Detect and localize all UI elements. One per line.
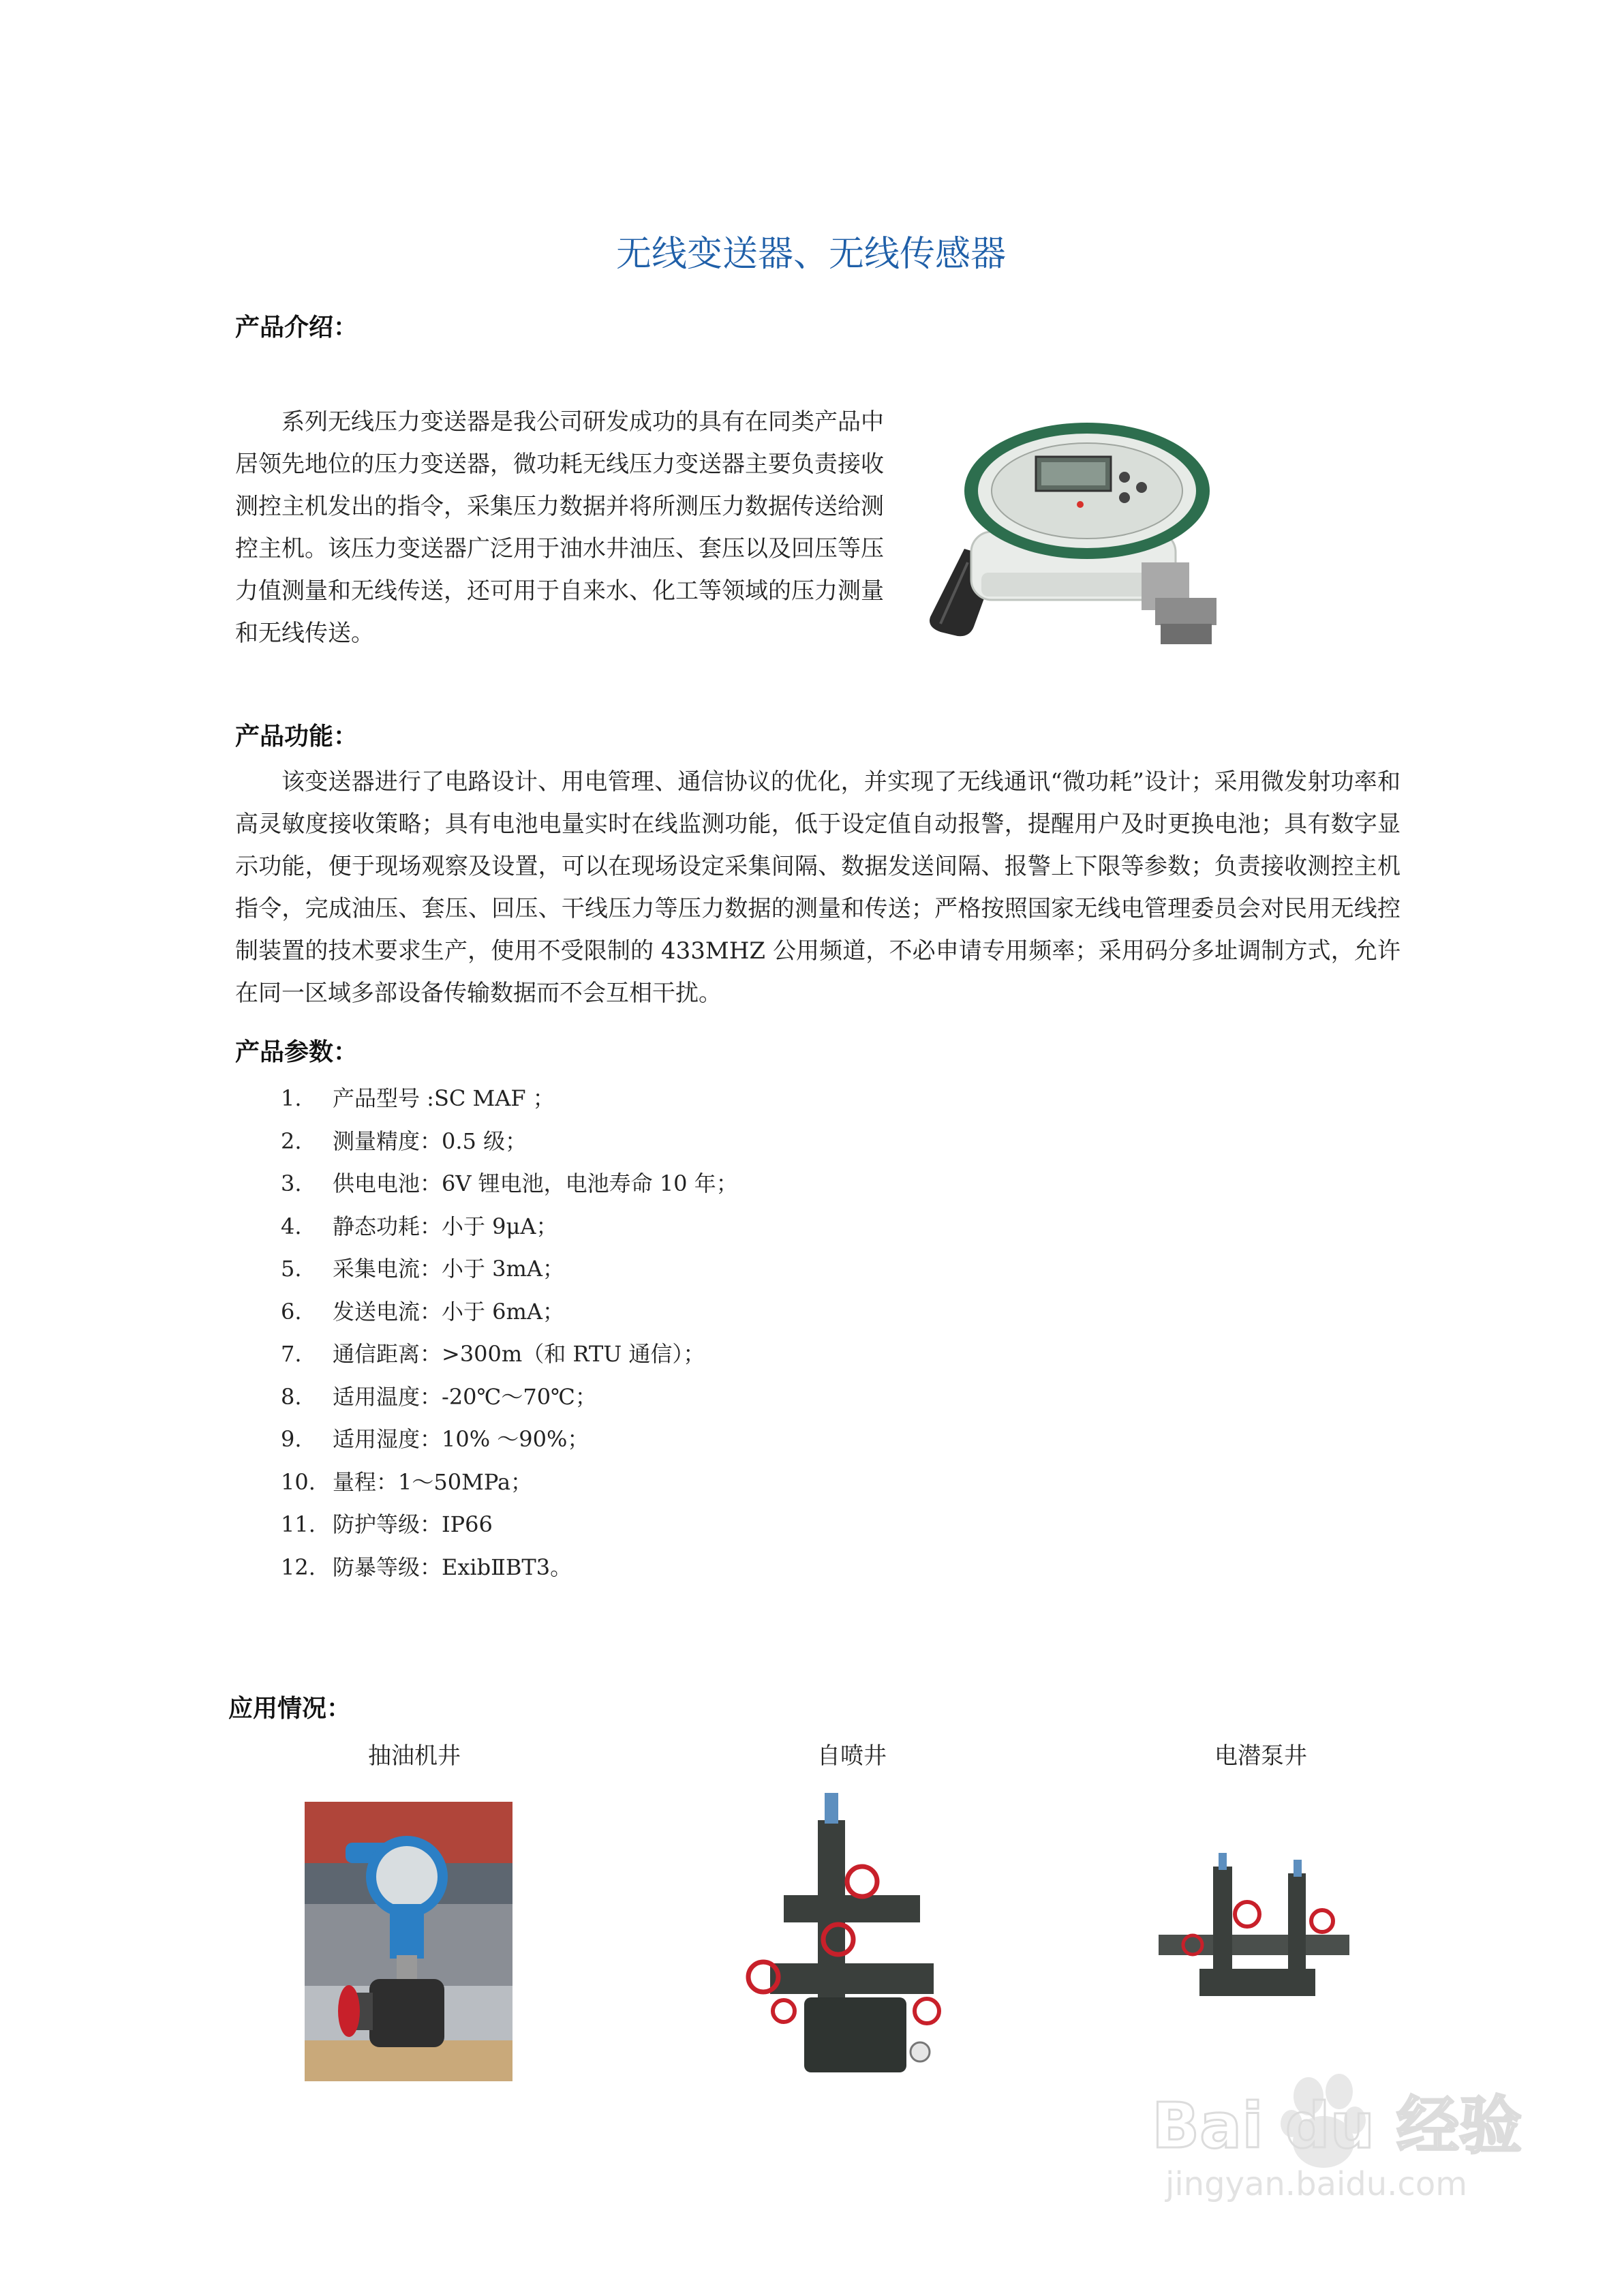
application-heading: 应用情况： [228,1695,352,1723]
list-item: 2. 测量精度：0.5 级； [281,1128,527,1154]
caption-esp-well: 电潜泵井 [1214,1742,1307,1770]
function-heading: 产品功能： [235,723,358,751]
list-item: 8. 适用温度：-20℃～70℃； [281,1383,597,1410]
flowing-well-photo [743,1793,968,2086]
page-title: 无线变送器、无线传感器 [615,234,1006,275]
caption-flowing-well: 自喷井 [817,1742,887,1770]
list-item: 4. 静态功耗：小于 9μA； [281,1213,558,1239]
list-item: 5. 采集电流：小于 3mA； [281,1256,564,1282]
list-item: 3. 供电电池：6V 锂电池，电池寿命 10 年； [281,1170,738,1196]
intro-paragraph: 系列无线压力变送器是我公司研发成功的具有在同类产品中居领先地位的压力变送器，微功耗无线压力变送器主要负责接收测控主机发出的指令，采集压力数据并将所测压力数据传送给测控主机。该压力变送器广泛用于油水井油压、套压以及回压等压力值测量和无线传送，还可用于自来水、化工等领域的压力测量和无线传送。 [235,408,884,647]
watermark-url: jingyan.baidu.com [1165,2165,1467,2202]
list-item: 11. 防护等级：IP66 [281,1511,493,1537]
list-item: 6. 发送电流：小于 6mA； [281,1298,564,1325]
list-item: 1. 产品型号 :SC MAF ； [281,1085,555,1111]
list-item: 12. 防暴等级：ExibⅡBT3。 [281,1554,572,1580]
params-heading: 产品参数： [235,1038,358,1066]
list-item: 10. 量程：1～50MPa； [281,1468,533,1495]
esp-well-photo [1152,1853,1356,2010]
function-paragraph: 该变送器进行了电路设计、用电管理、通信协议的优化，并实现了无线通讯“微功耗”设计；采用微发射功率和高灵敏度接收策略；具有电池电量实时在线监测功能，低于设定值自动报警，提醒用户及时更换电池；具有数字显示功能，便于现场观察及设置，可以在现场设定采集间隔、数据发送间隔、报警上下限等参数；负责接收测控主机指令，完成油压、套压、回压、干线压力等压力数据的测量和传送；严格按照国家无线电管理委员会对民用无线控制装置的技术要求生产，使用不受限制的 433MHZ 公用频道，不必申请专用频率；采用码分多址调制方式，允许在同一区域多部设备传输数据而不会互相干扰。 [235,768,1401,1007]
list-item: 7. 通信距离：>300m（和 RTU 通信）； [281,1341,705,1367]
transmitter-photo [917,419,1285,651]
list-item: 9. 适用湿度：10% ～90%； [281,1426,590,1452]
params-list [281,1077,738,1588]
caption-pumping-well: 抽油机井 [368,1742,461,1770]
baidu-jingyan-watermark [1152,2066,1533,2202]
pumping-well-photo [305,1802,512,2081]
watermark-brand: Bai du 经验 [1152,2089,1522,2162]
intro-heading: 产品介绍： [235,314,358,342]
